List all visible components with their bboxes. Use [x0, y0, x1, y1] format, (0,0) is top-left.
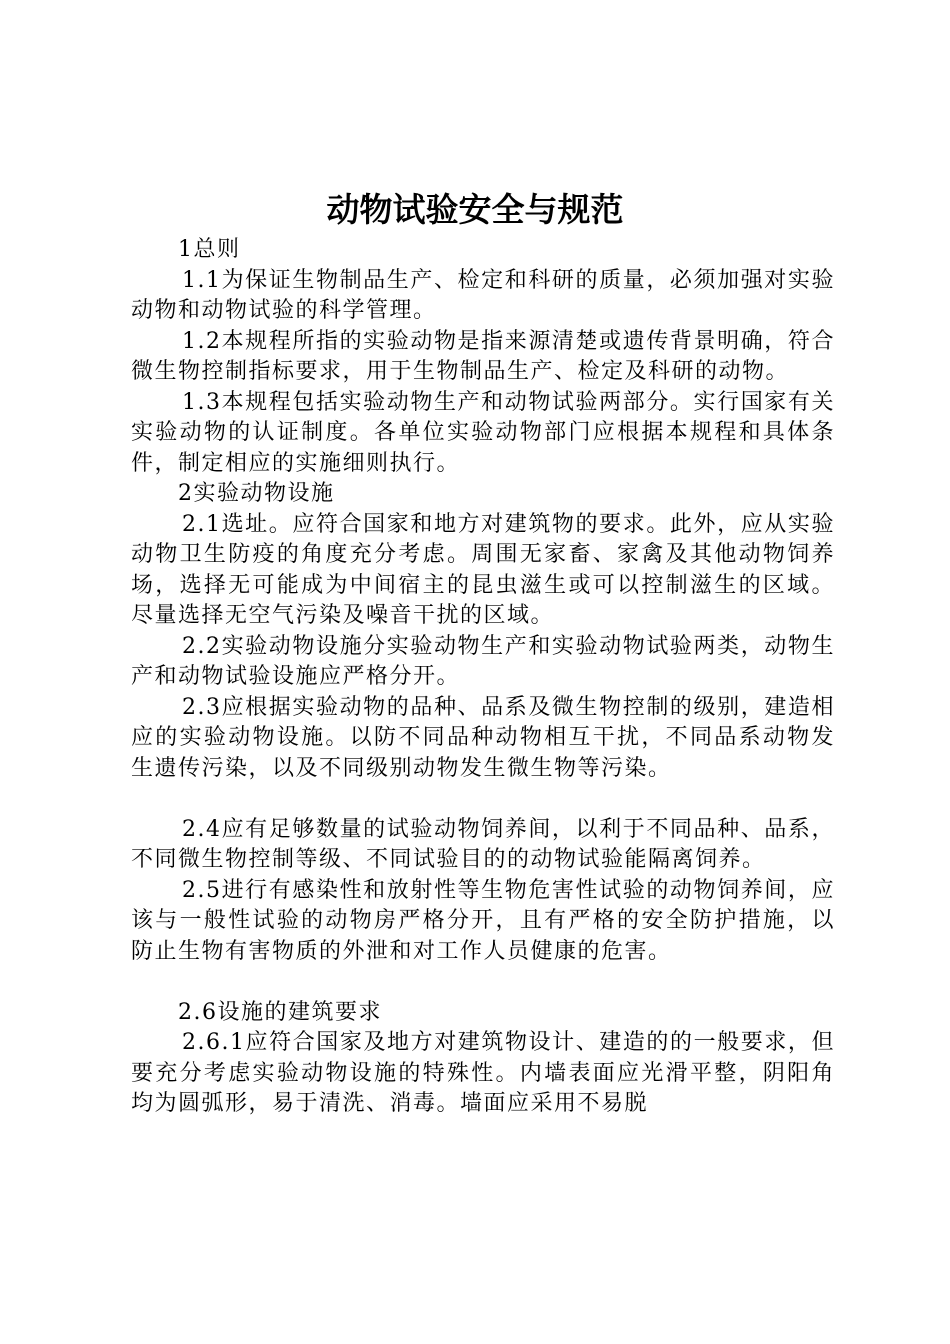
document-body: [131, 235, 835, 1120]
paragraph-1-3: 1.3本规程包括实验动物生产和动物试验两部分。实行国家有关实验动物的认证制度。各单位实验动物部门应根据本规程和具体条件，制定相应的实施细则执行。: [131, 389, 835, 476]
paragraph-2-1: 2.1选址。应符合国家和地方对建筑物的要求。此外，应从实验动物卫生防疫的角度充分考虑。周围无家畜、家禽及其他动物饲养场，选择无可能成为中间宿主的昆虫滋生或可以控制滋生的区域。尽量选择无空气污染及噪音干扰的区域。: [131, 511, 835, 628]
paragraph-1-1: 1.1为保证生物制品生产、检定和科研的质量，必须加强对实验动物和动物试验的科学管理。: [131, 267, 835, 323]
section-heading-1: 1总则: [178, 237, 241, 262]
paragraph-2-4: 2.4应有足够数量的试验动物饲养间，以利于不同品种、品系，不同微生物控制等级、不同试验目的的动物试验能隔离饲养。: [131, 816, 835, 872]
paragraph-2-3: 2.3应根据实验动物的品种、品系及微生物控制的级别，建造相应的实验动物设施。以防不同品种动物相互干扰，不同品系动物发生遗传污染，以及不同级别动物发生微生物等污染。: [131, 694, 835, 781]
paragraph-1-2: 1.2本规程所指的实验动物是指来源清楚或遗传背景明确，符合微生物控制指标要求，用于生物制品生产、检定及科研的动物。: [131, 328, 835, 384]
paragraph-2-5: 2.5进行有感染性和放射性等生物危害性试验的动物饲养间，应该与一般性试验的动物房严格分开，且有严格的安全防护措施，以防止生物有害物质的外泄和对工作人员健康的危害。: [131, 877, 835, 964]
document-title: 动物试验安全与规范: [326, 190, 624, 229]
section-heading-2-6: 2.6设施的建筑要求: [178, 999, 382, 1025]
paragraph-spacer: [131, 784, 835, 815]
section-heading-2: 2实验动物设施: [178, 481, 335, 506]
paragraph-2-6-1: 2.6.1应符合国家及地方对建筑物设计、建造的的一般要求，但要充分考虑实验动物设施的特殊性。内墙表面应光滑平整，阴阳角均为圆弧形，易于清洗、消毒。墙面应采用不易脱: [131, 1030, 835, 1116]
paragraph-2-2: 2.2实验动物设施分实验动物生产和实验动物试验两类，动物生产和动物试验设施应严格分开。: [131, 633, 835, 689]
paragraph-spacer: [131, 967, 835, 998]
